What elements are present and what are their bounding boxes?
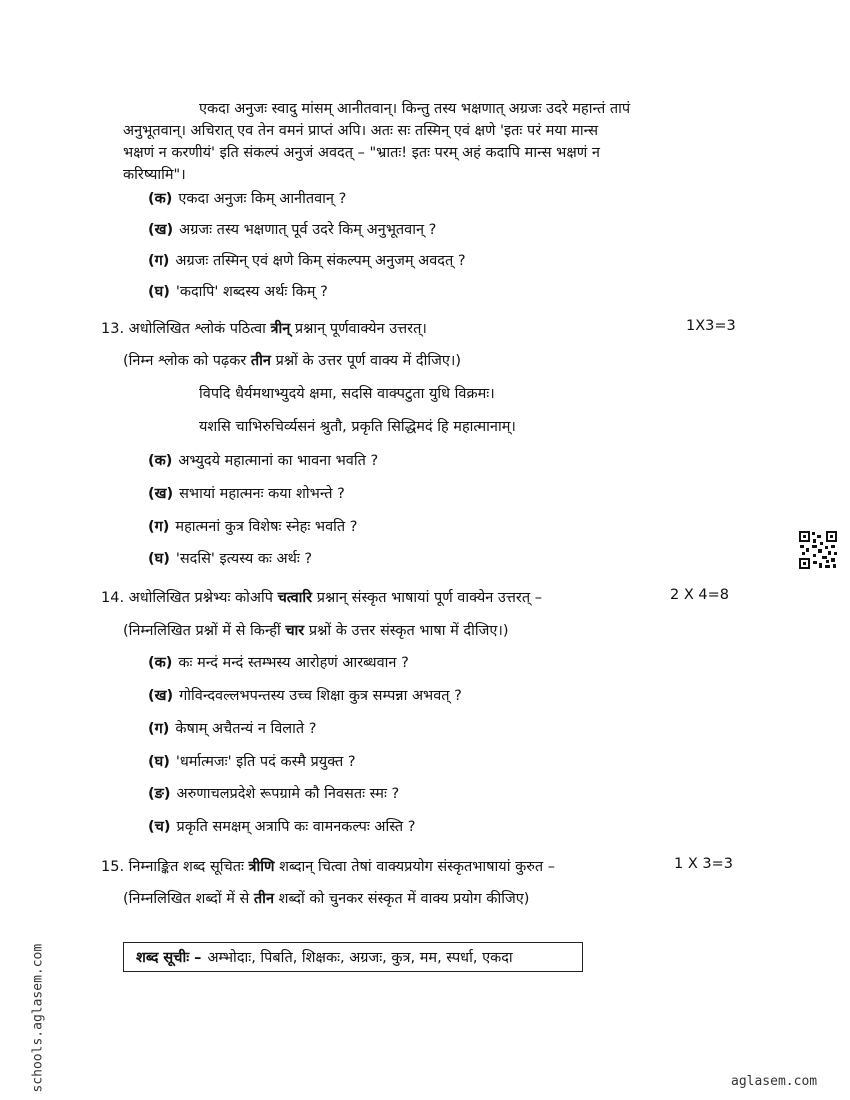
- side-watermark: schools.aglasem.com: [30, 943, 46, 1093]
- passage-line: अनुभूतवान्। अचिरात् एव तेन वमनं प्राप्तं अपि। अतः सः तस्मिन् एवं क्षणे 'इतः परं मया मान्स: [123, 123, 599, 139]
- word-list-label: शब्द सूचीः –: [136, 950, 202, 966]
- q15-hindi-instruction: (निम्नलिखित शब्दों में से तीन शब्दों को चुनकर संस्कृत में वाक्य प्रयोग कीजिए): [123, 891, 530, 907]
- footer-watermark: aglasem.com: [731, 1074, 818, 1089]
- q13-marks: 1X3=3: [686, 318, 736, 334]
- word-list-box: [123, 942, 583, 972]
- q14-option-f: (च) प्रकृति समक्षम् अत्रापि कः वामनकल्पः अस्ति ?: [148, 819, 416, 835]
- q13-option-d: (घ) 'सदसि' इत्यस्य कः अर्थः ?: [148, 551, 313, 567]
- q14-option-a: (क) कः मन्दं मन्दं स्तम्भस्य आरोहणं आरब्धवान ?: [148, 655, 409, 671]
- q12-option-a: (क) एकदा अनुजः किम् आनीतवान् ?: [148, 191, 347, 207]
- q14-option-e: (ङ) अरुणाचलप्रदेशे रूपग्रामे कौ निवसतः स्मः ?: [148, 786, 400, 802]
- passage-line: भक्षणं न करणीयं' इति संकल्पं अनुजं अवदत् – "भ्रातः! इतः परम् अहं कदापि मान्स भक्षणं न: [123, 145, 600, 161]
- q15-heading: 15. निम्नाङ्कित शब्द सूचितः त्रीणि शब्दान् चित्वा तेषां वाक्यप्रयोग संस्कृतभाषायां कुरुत –: [101, 859, 556, 875]
- passage-line: एकदा अनुजः स्वादु मांसम् आनीतवान्। किन्तु तस्य भक्षणात् अग्रजः उदरे महान्तं तापं: [199, 101, 631, 117]
- q14-heading: 14. अधोलिखित प्रश्नेभ्यः कोअपि चत्वारि प्रश्नान् संस्कृत भाषायां पूर्ण वाक्येन उत्तरत् –: [101, 590, 542, 606]
- q14-option-c: (ग) केषाम् अचैतन्यं न विलाते ?: [148, 721, 317, 737]
- q14-marks: 2 X 4=8: [670, 587, 729, 603]
- q14-option-d: (घ) 'धर्मात्मजः' इति पदं कस्मै प्रयुक्त ?: [148, 754, 356, 770]
- passage-line: करिष्यामि"।: [123, 167, 186, 183]
- q15-marks: 1 X 3=3: [674, 856, 733, 872]
- q13-hindi-instruction: (निम्न श्लोक को पढ़कर तीन प्रश्नों के उत्तर पूर्ण वाक्य में दीजिए।): [123, 353, 462, 369]
- q12-option-c: (ग) अग्रजः तस्मिन् एवं क्षणे किम् संकल्पम् अनुजम् अवदत् ?: [148, 253, 466, 269]
- passage: [123, 98, 755, 186]
- q13-verse-line-2: यशसि चाभिरुचिर्व्यसनं श्रुतौ, प्रकृति सिद्धिमदं हि महात्मानाम्।: [199, 419, 516, 435]
- word-list: अम्भोदाः, पिबति, शिक्षकः, अग्रजः, कुत्र, मम, स्पर्धा, एकदा: [207, 950, 513, 966]
- q14-option-b: (ख) गोविन्दवल्लभपन्तस्य उच्च शिक्षा कुत्र सम्पन्ना अभवत् ?: [148, 688, 462, 704]
- q13-option-b: (ख) सभायां महात्मनः कया शोभन्ते ?: [148, 486, 345, 502]
- q13-heading: 13. अधोलिखित श्लोकं पठित्वा त्रीन् प्रश्नान् पूर्णवाक्येन उत्तरत्।: [101, 321, 427, 337]
- q12-option-d: (घ) 'कदापि' शब्दस्य अर्थः किम् ?: [148, 284, 328, 300]
- q13-option-a: (क) अभ्युदये महात्मानां का भावना भवति ?: [148, 453, 379, 469]
- q13-verse-line-1: विपदि धैर्यमथाभ्युदये क्षमा, सदसि वाक्पटुता युधि विक्रमः।: [199, 386, 495, 402]
- q14-hindi-instruction: (निम्नलिखित प्रश्नों में से किन्हीं चार प्रश्नों के उत्तर संस्कृत भाषा में दीजिए।): [123, 623, 509, 639]
- q13-option-c: (ग) महात्मनां कुत्र विशेषः स्नेहः भवति ?: [148, 519, 358, 535]
- q12-option-b: (ख) अग्रजः तस्य भक्षणात् पूर्व उदरे किम् अनुभूतवान् ?: [148, 222, 437, 238]
- qr-code: [798, 530, 838, 570]
